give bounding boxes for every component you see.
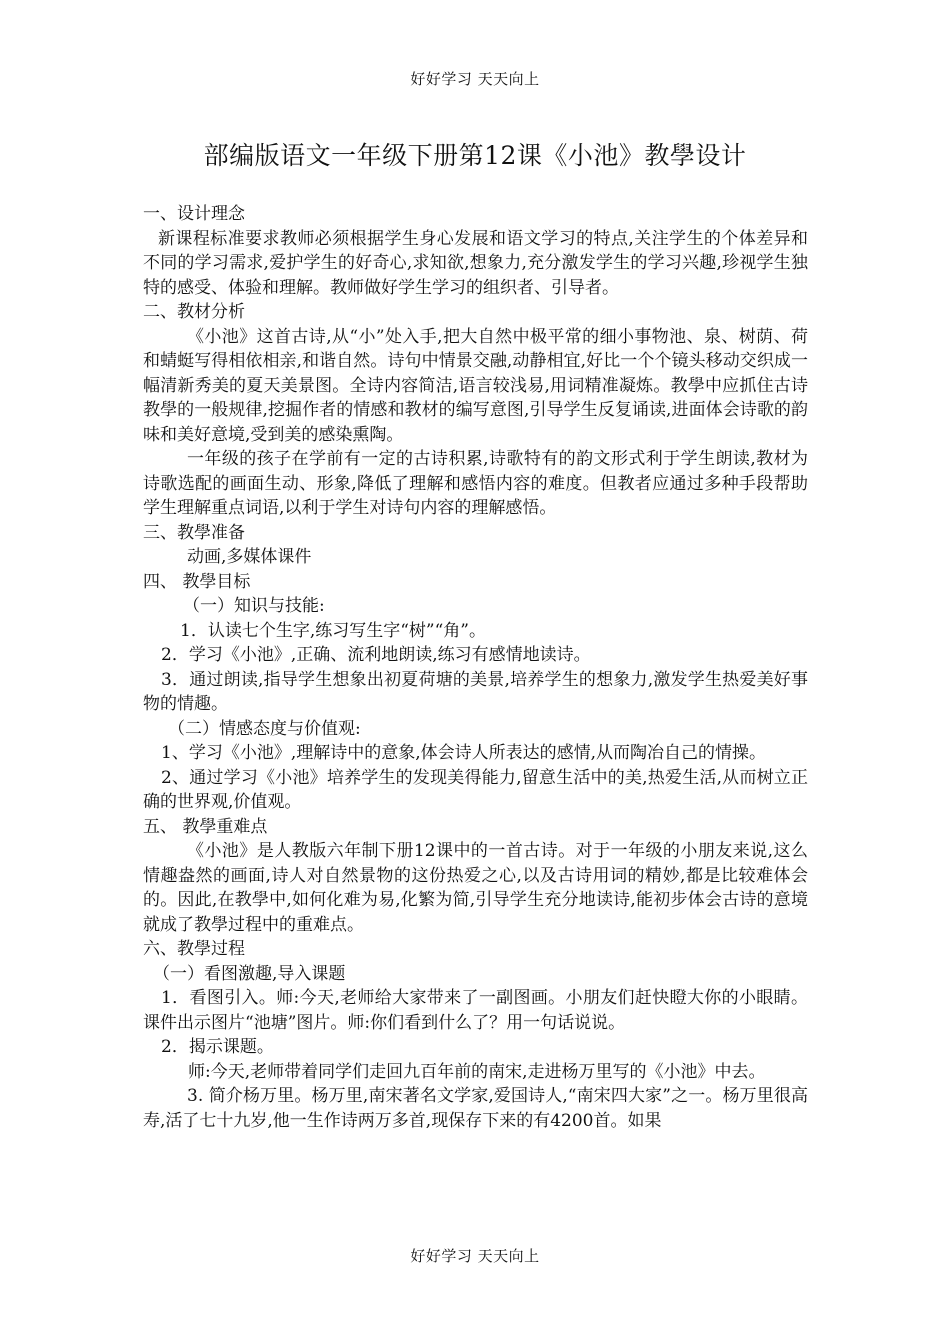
section-heading: 四、 教學目标 — [143, 571, 251, 592]
list-item: 1、学习《小池》,理解诗中的意象,体会诗人所表达的感情,从而陶冶自己的情操。 — [161, 743, 767, 763]
paragraph: 一年级的孩子在学前有一定的古诗积累,诗歌特有的韵文形式利于学生朗读,教材为诗歌选配的画面生动、形象,降低了理解和感悟内容的难度。但教者应通过多种手段帮助学生理解重点词语,以利于学生对诗句内容的理解感悟。 — [143, 449, 808, 518]
paragraph: 3. 简介杨万里。杨万里,南宋著名文学家,爱国诗人,“南宋四大家”之一。杨万里很高寿,活了七十九岁,他一生作诗两万多首,现保存下来的有4200首。如果 — [143, 1086, 808, 1131]
section-heading: 一、设计理念 — [143, 204, 245, 224]
paragraph: 《小池》这首古诗,从“小”处入手,把大自然中极平常的细小事物池、泉、树荫、荷和蜻蜓写得相依相亲,和谐自然。诗句中情景交融,动静相宜,好比一个个镜头移动交织成一幅清新秀美的夏天美景图。全诗内容简洁,语言较浅易,用词精准凝炼。教學中应抓住古诗教學的一般规律,挖掘作者的情感和教材的编写意图,引导学生反复诵读,进面体会诗歌的韵味和美好意境,受到美的感染熏陶。 — [143, 326, 808, 445]
section-heading: 五、 教學重难点 — [143, 816, 268, 837]
paragraph: 动画,多媒体课件 — [187, 547, 312, 567]
list-item: 2、通过学习《小池》培养学生的发现美得能力,留意生活中的美,热爱生活,从而树立正确的世界观,价值观。 — [143, 767, 808, 812]
subsection-heading: （二）情感态度与价值观: — [168, 718, 361, 739]
section-heading: 二、教材分析 — [143, 302, 245, 322]
subsection-heading: （一）看图激趣,导入课题 — [153, 963, 346, 984]
page-footer: 好好学习 天天向上 — [410, 1247, 540, 1265]
document-title: 部编版语文一年级下册第12课《小池》教學设计 — [203, 141, 747, 170]
paragraph: 《小池》是人教版六年制下册12课中的一首古诗。对于一年级的小朋友来说,这么情趣盎然的画面,诗人对自然景物的这份热爱之心,以及古诗用词的精妙,都是比较难体会的。因此,在教學中,如何化难为易,化繁为简,引导学生充分地读诗,能初步体会古诗的意境就成了教學过程中的重难点。 — [143, 841, 808, 935]
subsection-heading: （一）知识与技能: — [183, 596, 325, 616]
document-body — [143, 202, 808, 1133]
section-heading: 六、教學过程 — [143, 939, 245, 959]
list-item: 2．学习《小池》,正确、流利地朗读,练习有感情地读诗。 — [161, 645, 591, 665]
paragraph: 师:今天,老师带着同学们走回九百年前的南宋,走进杨万里写的《小池》中去。 — [188, 1061, 766, 1082]
list-item: 3．通过朗读,指导学生想象出初夏荷塘的美景,培养学生的想象力,激发学生热爱美好事物的情趣。 — [143, 669, 808, 714]
list-item: 2．揭示课题。 — [161, 1037, 274, 1057]
section-heading: 三、教學准备 — [143, 522, 245, 543]
list-item: 1．看图引入。师:今天,老师给大家带来了一副图画。小朋友们赶快瞪大你的小眼睛。课件出示图片“池塘”图片。师:你们看到什么了？用一句话说说。 — [143, 988, 808, 1033]
list-item: 1．认读七个生字,练习写生字“树”“角”。 — [180, 620, 486, 641]
page-header: 好好学习 天天向上 — [410, 70, 540, 88]
paragraph: 新课程标准要求教师必须根据学生身心发展和语文学习的特点,关注学生的个体差异和不同的学习需求,爱护学生的好奇心,求知欲,想象力,充分激发学生的学习兴趣,珍视学生独特的感受、体验和理解。教师做好学生学习的组织者、引导者。 — [143, 228, 808, 298]
